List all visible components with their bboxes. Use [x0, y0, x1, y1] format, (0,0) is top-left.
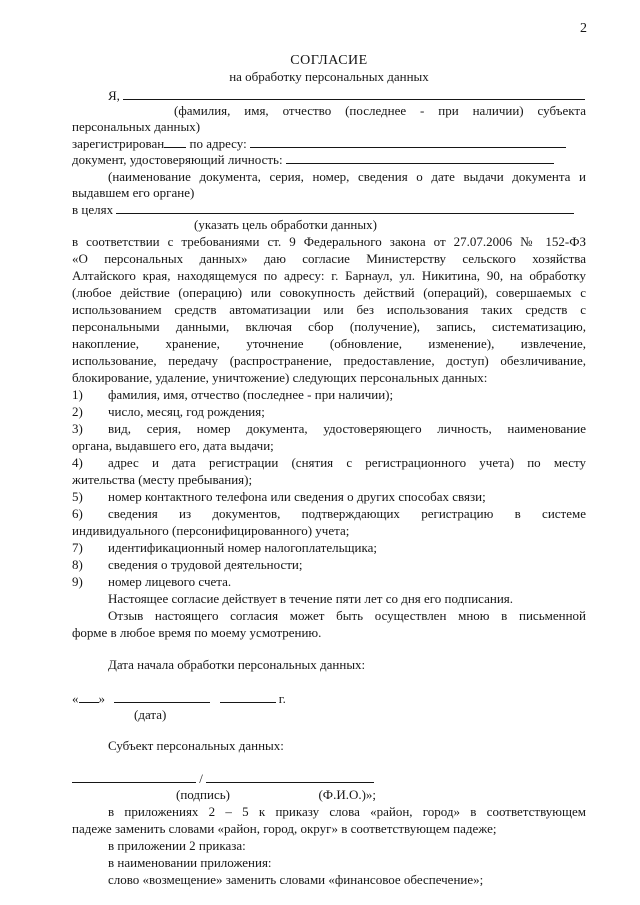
list-item [72, 454, 586, 471]
registered-label: зарегистрирован [72, 136, 165, 151]
amendment-line: падеже заменить словами «район, город, округ» в соответствующем падеже; [72, 821, 497, 836]
date-hint: (дата) [134, 707, 167, 722]
address-row [72, 135, 586, 152]
date-open-quote: « [72, 691, 79, 706]
list-item [72, 386, 586, 403]
purpose-blank [116, 202, 574, 214]
list-item [72, 573, 586, 590]
year-blank [220, 691, 276, 703]
list-item-continuation: индивидуального (персонифицированного) учета; [72, 523, 350, 538]
document-title: СОГЛАСИЕ [290, 53, 368, 68]
list-item-continuation: жительства (месту пребывания); [72, 472, 253, 487]
body-line: «О персональных данных» даю согласие Министерству сельского хозяйства [72, 251, 586, 266]
purpose-label: в целях [72, 202, 114, 217]
fio-hint-2: персональных данных) [72, 119, 201, 134]
list-item-text: адрес и дата регистрации (снятия с регистрационного учета) по месту [108, 455, 586, 470]
signature-blank [72, 771, 196, 783]
list-item-number: 3) [72, 421, 83, 436]
fio-blank [123, 88, 585, 100]
document-blank [286, 152, 554, 164]
i-label: Я, [108, 88, 120, 103]
doc-hint-1: (наименование документа, серия, номер, сведения о дате выдачи документа и [108, 169, 586, 184]
fio-short-blank [206, 771, 374, 783]
body-line: в соответствии с требованиями ст. 9 Федерального закона от 27.07.2006 № 152-ФЗ [72, 234, 586, 249]
start-date-label: Дата начала обработки персональных данных: [108, 657, 366, 672]
list-item-text: номер контактного телефона или сведения о других способах связи; [108, 489, 486, 504]
amendment-line: в наименовании приложения: [108, 855, 272, 870]
list-item-text: сведения из документов, подтверждающих регистрацию в системе [108, 506, 586, 521]
signature-separator: / [199, 771, 203, 786]
date-row [72, 690, 586, 707]
amendment-line: в приложении 2 приказа: [108, 838, 246, 853]
list-item-text: вид, серия, номер документа, удостоверяющего личность, наименование [108, 421, 586, 436]
body-line: блокирование, удаление, уничтожение) следующих персональных данных: [72, 370, 488, 385]
list-item-number: 1) [72, 387, 83, 402]
list-item-text: номер лицевого счета. [108, 574, 232, 589]
body-line: (любое действие (операцию) или совокупность действий (операций), совершаемых с [72, 285, 586, 300]
validity-text: Настоящее согласие действует в течение пяти лет со дня его подписания. [108, 591, 514, 606]
address-blank [250, 136, 566, 148]
list-item [72, 556, 586, 573]
list-item [72, 488, 586, 505]
fio-short-hint: (Ф.И.О.)»; [318, 787, 377, 802]
list-item-number: 9) [72, 574, 83, 589]
list-item-number: 8) [72, 557, 83, 572]
signature-hints [72, 786, 586, 803]
list-item-text: идентификационный номер налогоплательщика; [108, 540, 377, 555]
list-item-number: 2) [72, 404, 83, 419]
signature-hint: (подпись) [176, 787, 230, 802]
address-label: по адресу: [189, 136, 247, 151]
list-item-text: фамилия, имя, отчество (последнее - при наличии); [108, 387, 394, 402]
registered-suffix-blank [164, 136, 186, 148]
list-item-text: сведения о трудовой деятельности; [108, 557, 303, 572]
list-item-number: 4) [72, 455, 83, 470]
list-item-number: 6) [72, 506, 83, 521]
purpose-hint: (указать цель обработки данных) [194, 217, 377, 232]
date-close-quote: » [98, 691, 105, 706]
body-line: персональными данными, включая сбор (получение), запись, систематизацию, [72, 319, 586, 334]
body-line: использованием средств автоматизации или без использования таких средств с [72, 302, 586, 317]
amendment-line: слово «возмещение» заменить словами «финансовое обеспечение»; [108, 872, 484, 887]
body-line: накопление, хранение, уточнение (обновление, изменение), извлечение, [72, 336, 586, 351]
page-number: 2 [580, 21, 587, 36]
document-label: документ, удостоверяющий личность: [72, 152, 283, 167]
list-item-number: 5) [72, 489, 83, 504]
revocation-text: Отзыв настоящего согласия может быть осуществлен мною в письменной [108, 608, 586, 623]
document-row [72, 151, 586, 168]
body-line: Алтайского края, находящемуся по адресу: г. Барнаул, ул. Никитина, 90, на обработку [72, 268, 586, 283]
subject-label: Субъект персональных данных: [108, 738, 284, 753]
month-blank [114, 691, 210, 703]
year-suffix: г. [278, 691, 286, 706]
list-item-text: число, месяц, год рождения; [108, 404, 265, 419]
signature-row [72, 770, 586, 787]
document-subtitle: на обработку персональных данных [229, 69, 429, 84]
amendment-line: в приложениях 2 – 5 к приказу слова «район, город» в соответствующем [108, 804, 586, 819]
body-line: использование, передачу (распространение, предоставление, доступ) обезличивание, [72, 353, 586, 368]
list-item-continuation: органа, выдавшего его, дата выдачи; [72, 438, 274, 453]
fio-hint-1: (фамилия, имя, отчество (последнее - при наличии) субъекта [174, 103, 586, 118]
list-item-number: 7) [72, 540, 83, 555]
doc-hint-2: выдавшем его органе) [72, 185, 195, 200]
list-item [72, 403, 586, 420]
list-item [72, 539, 586, 556]
revocation-text: форме в любое время по моему усмотрению. [72, 625, 322, 640]
day-blank [79, 691, 99, 703]
list-item [72, 505, 586, 522]
list-item [72, 420, 586, 437]
